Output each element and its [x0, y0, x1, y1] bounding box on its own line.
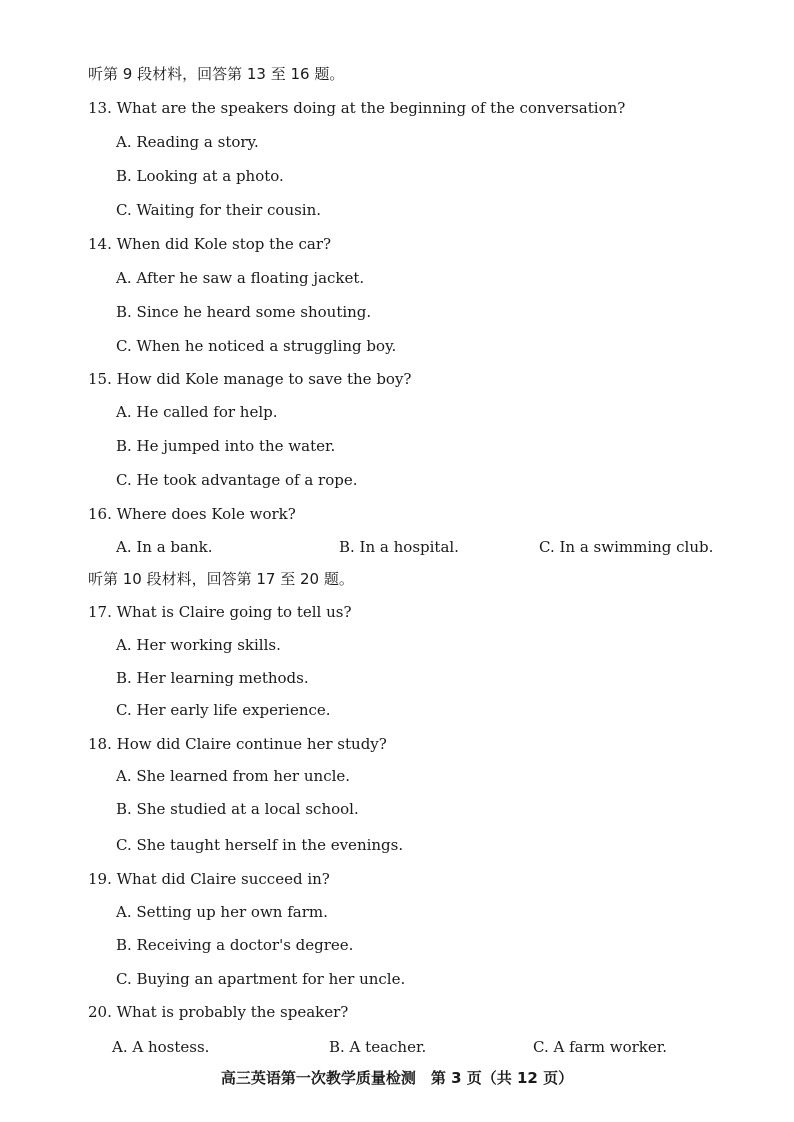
q13-option-b: B. Looking at a photo.	[116, 167, 284, 185]
question-14: 14. When did Kole stop the car?	[88, 235, 332, 253]
q19-option-c: C. Buying an apartment for her uncle.	[116, 970, 406, 988]
q13-option-c: C. Waiting for their cousin.	[116, 201, 322, 219]
q20-option-b: B. A teacher.	[329, 1038, 427, 1056]
q17-option-b: B. Her learning methods.	[116, 669, 309, 687]
q16-option-c: C. In a swimming club.	[539, 538, 714, 556]
q18-option-b: B. She studied at a local school.	[116, 800, 359, 818]
q14-option-b: B. Since he heard some shouting.	[116, 303, 372, 321]
q15-option-c: C. He took advantage of a rope.	[116, 471, 358, 489]
question-17: 17. What is Claire going to tell us?	[88, 603, 352, 621]
q16-option-a: A. In a bank.	[116, 538, 213, 556]
q18-option-a: A. She learned from her uncle.	[116, 767, 351, 785]
q20-option-c: C. A farm worker.	[533, 1038, 668, 1056]
q19-option-b: B. Receiving a doctor's degree.	[116, 936, 354, 954]
q14-option-c: C. When he noticed a struggling boy.	[116, 337, 397, 355]
q20-option-a: A. A hostess.	[112, 1038, 210, 1056]
q15-option-b: B. He jumped into the water.	[116, 437, 336, 455]
question-13: 13. What are the speakers doing at the beginning of the conversation?	[88, 99, 626, 117]
q18-option-c: C. She taught herself in the evenings.	[116, 836, 404, 854]
section-heading-9: 听第 9 段材料，回答第 13 至 16 题。	[88, 65, 345, 83]
q14-option-a: A. After he saw a floating jacket.	[116, 269, 365, 287]
q13-option-a: A. Reading a story.	[116, 133, 259, 151]
question-16: 16. Where does Kole work?	[88, 505, 296, 523]
q19-option-a: A. Setting up her own farm.	[116, 903, 328, 921]
q15-option-a: A. He called for help.	[116, 403, 278, 421]
page-footer: 高三英语第一次教学质量检测 第 3 页（共 12 页）	[220, 1069, 574, 1087]
question-20: 20. What is probably the speaker?	[88, 1003, 349, 1021]
question-18: 18. How did Claire continue her study?	[88, 735, 387, 753]
section-heading-10: 听第 10 段材料，回答第 17 至 20 题。	[88, 570, 354, 588]
question-15: 15. How did Kole manage to save the boy?	[88, 370, 412, 388]
q17-option-c: C. Her early life experience.	[116, 701, 331, 719]
q16-option-b: B. In a hospital.	[339, 538, 459, 556]
question-19: 19. What did Claire succeed in?	[88, 870, 330, 888]
q17-option-a: A. Her working skills.	[116, 636, 281, 654]
